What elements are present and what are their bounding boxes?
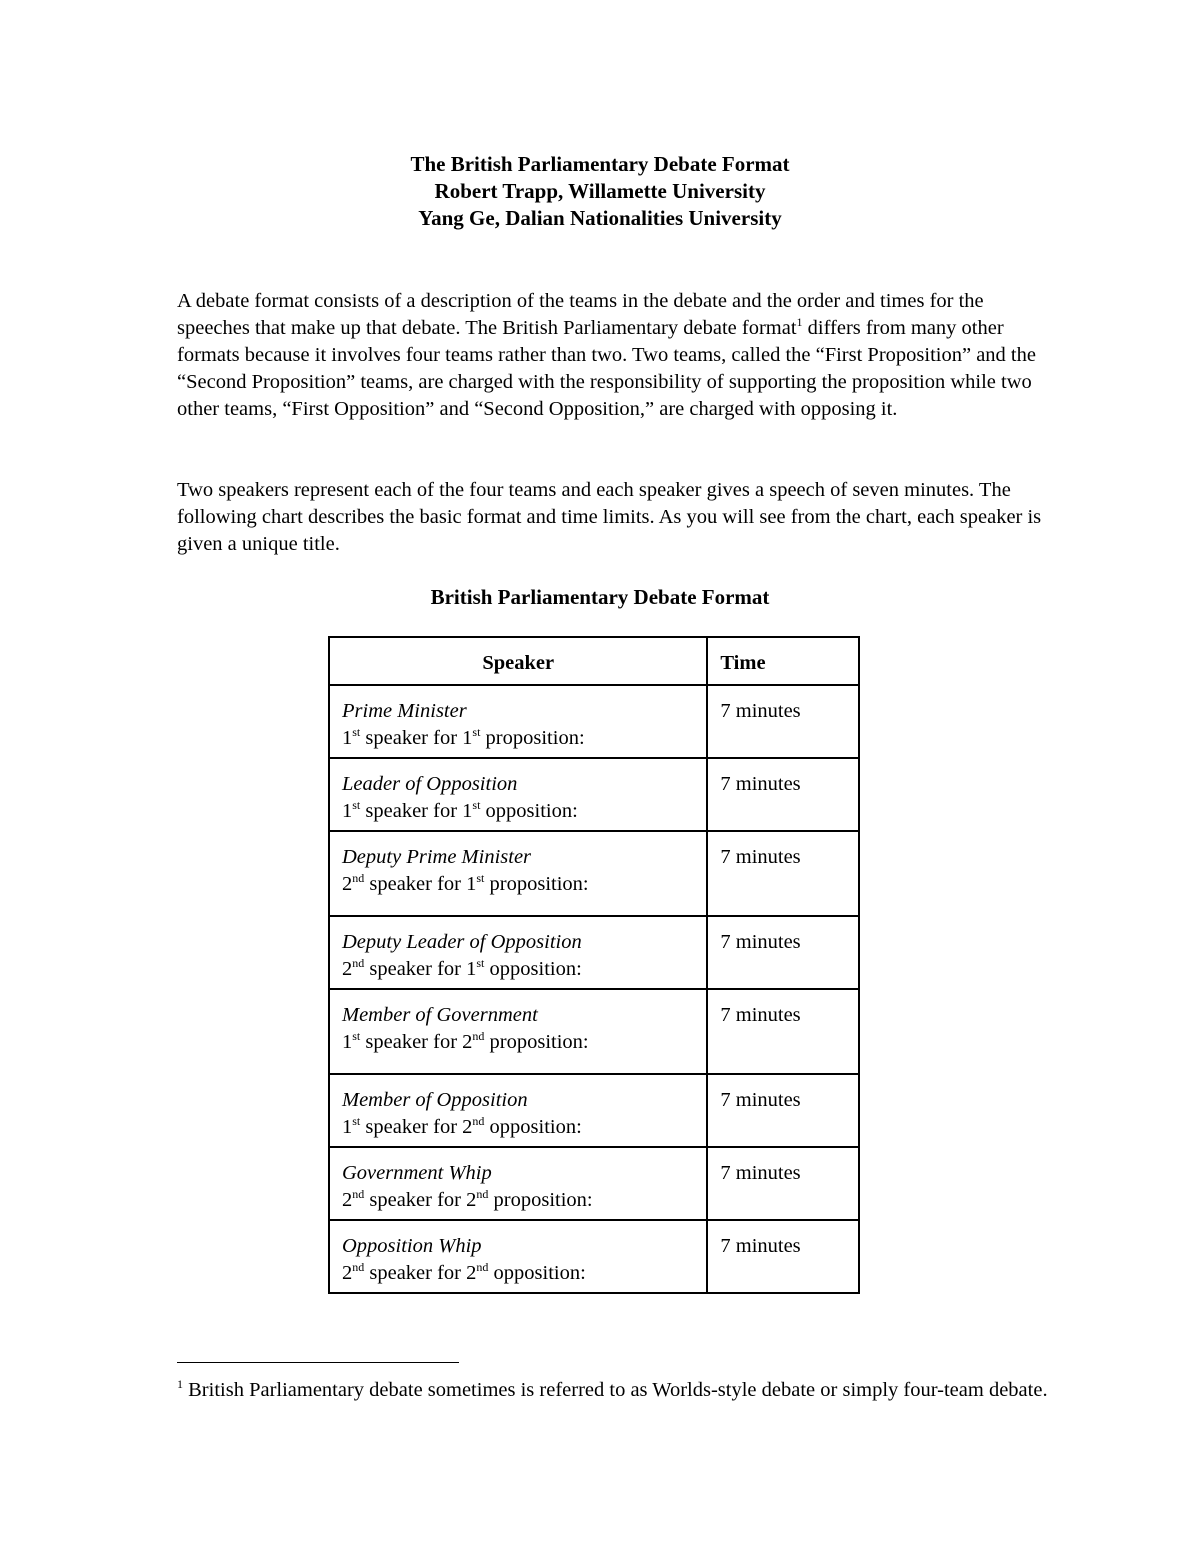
intro-paragraph xyxy=(177,288,1057,423)
time-cell: 7 minutes xyxy=(707,916,859,989)
document-title: The British Parliamentary Debate Format xyxy=(410,152,790,176)
speaker-role: Deputy Prime Minister xyxy=(342,846,532,868)
time-cell: 7 minutes xyxy=(707,1220,859,1293)
speaker-description: 2nd speaker for 2nd opposition: xyxy=(342,1260,586,1284)
intro-text-b: differs from many other formats because it involves four teams rather than two. Two teams, called the “First Proposition” and the “Second Proposition” teams, are charged with the responsibility of supporting the proposition while two other teams, “First Opposition” and “Second Opposition,” are charged with opposing it. xyxy=(177,317,1036,420)
document-header xyxy=(0,151,1200,232)
speaker-description: 1st speaker for 2nd proposition: xyxy=(342,1029,589,1053)
table-row xyxy=(329,685,859,758)
speaker-description: 1st speaker for 1st proposition: xyxy=(342,725,585,749)
table-row xyxy=(329,989,859,1074)
table-row xyxy=(329,758,859,831)
speaker-cell xyxy=(329,758,707,831)
speaker-description: 2nd speaker for 1st opposition: xyxy=(342,956,582,980)
speaker-cell xyxy=(329,916,707,989)
speaker-cell xyxy=(329,1147,707,1220)
speaker-description: 1st speaker for 1st opposition: xyxy=(342,798,578,822)
intro-text-a: A debate format consists of a description of the teams in the debate and the order and times for the speeches that make up that debate. The British Parliamentary debate format xyxy=(177,290,984,339)
speaker-role: Deputy Leader of Opposition xyxy=(342,931,582,953)
speaker-cell xyxy=(329,831,707,916)
author-line-2: Yang Ge, Dalian Nationalities University xyxy=(418,206,782,230)
speaker-role: Opposition Whip xyxy=(342,1235,482,1257)
speaker-role: Member of Opposition xyxy=(342,1089,528,1111)
time-cell: 7 minutes xyxy=(707,1147,859,1220)
time-column-header: Time xyxy=(707,637,859,685)
footnote-reference[interactable]: 1 xyxy=(796,315,803,330)
speaker-cell xyxy=(329,989,707,1074)
footnote-text: British Parliamentary debate sometimes is referred to as Worlds-style debate or simply four-team debate. xyxy=(183,1379,1048,1401)
author-line-1: Robert Trapp, Willamette University xyxy=(434,179,766,203)
speaker-description: 2nd speaker for 1st proposition: xyxy=(342,871,589,895)
footnote-separator xyxy=(177,1362,459,1363)
time-cell: 7 minutes xyxy=(707,758,859,831)
table-row xyxy=(329,916,859,989)
speaker-description: 1st speaker for 2nd opposition: xyxy=(342,1114,582,1138)
table-row xyxy=(329,1074,859,1147)
table-row xyxy=(329,1147,859,1220)
table-header-row xyxy=(329,637,859,685)
speaker-role: Government Whip xyxy=(342,1162,492,1184)
speaker-cell xyxy=(329,685,707,758)
speaker-cell xyxy=(329,1074,707,1147)
footnote-mark: 1 xyxy=(177,1377,183,1392)
speaker-role: Leader of Opposition xyxy=(342,773,518,795)
speaker-cell xyxy=(329,1220,707,1293)
time-cell: 7 minutes xyxy=(707,1074,859,1147)
speaker-column-header: Speaker xyxy=(329,637,707,685)
speaker-role: Prime Minister xyxy=(342,700,467,722)
footnote xyxy=(177,1377,1057,1404)
speaker-description: 2nd speaker for 2nd proposition: xyxy=(342,1187,593,1211)
time-cell: 7 minutes xyxy=(707,831,859,916)
debate-format-table xyxy=(328,636,860,1294)
time-cell: 7 minutes xyxy=(707,685,859,758)
time-cell: 7 minutes xyxy=(707,989,859,1074)
table-row xyxy=(329,1220,859,1293)
speaker-role: Member of Government xyxy=(342,1004,538,1026)
speakers-paragraph: Two speakers represent each of the four teams and each speaker gives a speech of seven minutes. The following chart describes the basic format and time limits. As you will see from the chart, each speaker is given a unique title. xyxy=(177,479,1042,555)
table-row xyxy=(329,831,859,916)
table-title: British Parliamentary Debate Format xyxy=(430,585,770,609)
